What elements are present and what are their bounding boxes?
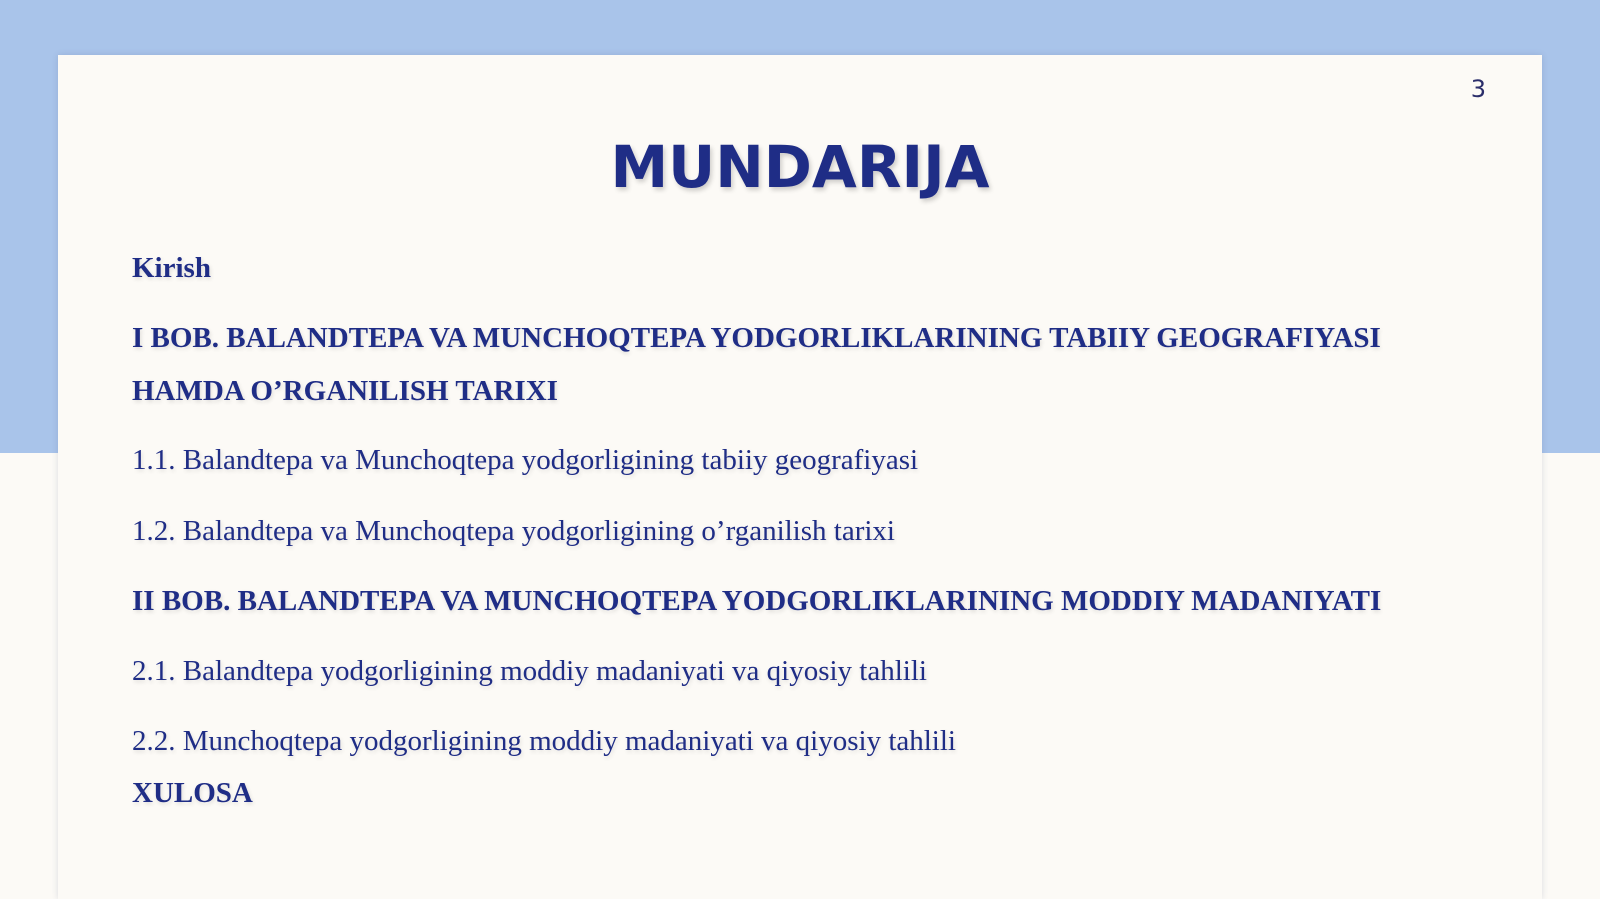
page-number: 3	[1470, 75, 1486, 103]
toc-section-2-2: 2.2. Munchoqtepa yodgorligining moddiy madaniyati va qiyosiy tahlili	[132, 725, 956, 757]
toc-chapter-2: II BOB. BALANDTEPA VA MUNCHOQTEPA YODGORLIKLARINING MODDIY MADANIYATI	[132, 585, 1382, 617]
toc-chapter-1-line-2: HAMDA O’RGANILISH TARIXI	[132, 375, 558, 407]
toc-chapter-1-line-1: I BOB. BALANDTEPA VA MUNCHOQTEPA YODGORLIKLARINING TABIIY GEOGRAFIYASI	[132, 322, 1381, 354]
slide-title: MUNDARIJA	[610, 133, 990, 201]
toc-section-1-1: 1.1. Balandtepa va Munchoqtepa yodgorligining tabiiy geografiyasi	[132, 444, 919, 476]
toc-section-2-1: 2.1. Balandtepa yodgorligining moddiy madaniyati va qiyosiy tahlili	[132, 655, 927, 687]
toc-item-kirish: Kirish	[132, 252, 211, 284]
toc-section-1-2: 1.2. Balandtepa va Munchoqtepa yodgorligining o’rganilish tarixi	[132, 515, 895, 547]
slide	[58, 55, 1542, 899]
toc-item-xulosa: XULOSA	[132, 777, 253, 809]
